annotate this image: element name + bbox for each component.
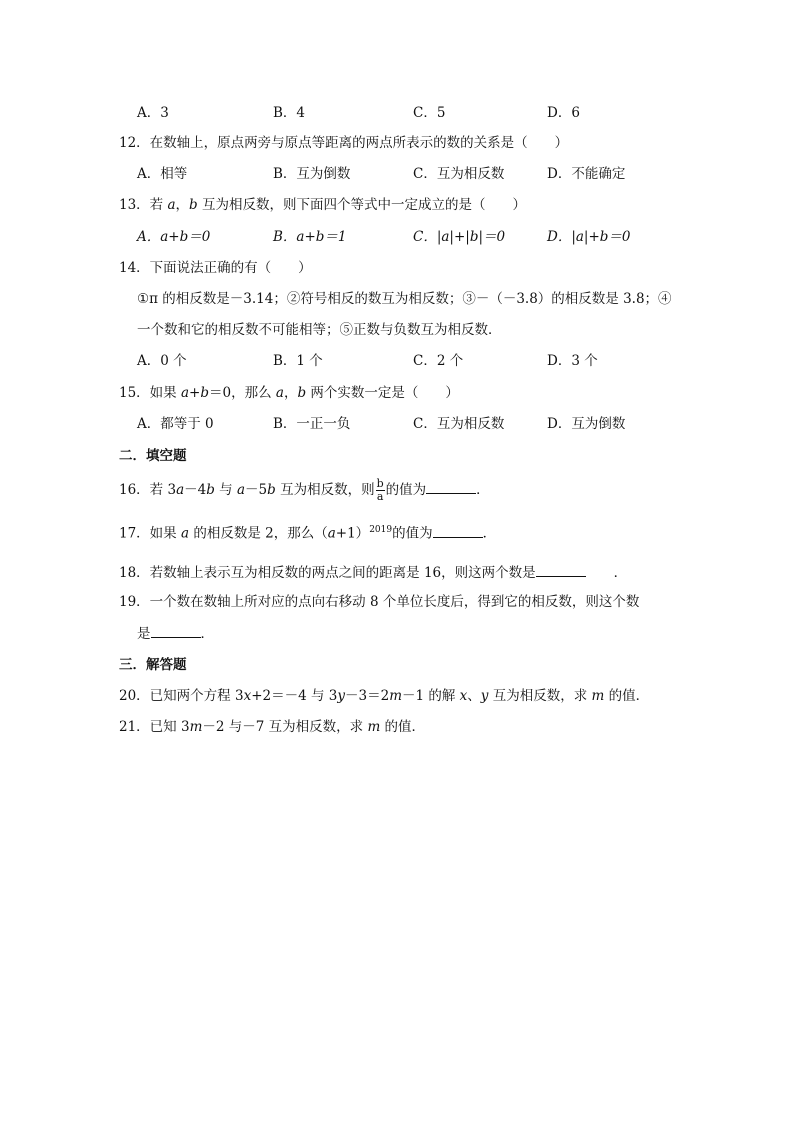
q18-text: 18．若数轴上表示互为相反数的两点之间的距离是 16，则这两个数是 (119, 565, 536, 581)
var-b: b (267, 482, 276, 498)
q14-body-line2: 一个数和它的相反数不可能相等；⑤正数与负数互为相反数． (137, 322, 502, 338)
q21-text: －2 与－7 互为相反数，求 (202, 719, 368, 735)
q15-option-a[interactable]: A．都等于 0 (137, 416, 214, 432)
fraction-denominator: a (376, 490, 384, 503)
q13-option-b[interactable]: B．a+b＝1 (273, 229, 347, 245)
var-a: a (180, 525, 190, 542)
q16-text: 与 (214, 482, 237, 498)
expr-a-plus-b: a+b (180, 385, 209, 401)
var-m: m (189, 719, 203, 735)
period: ． (200, 626, 214, 642)
q12-option-a[interactable]: A．相等 (137, 166, 188, 182)
q14-option-c[interactable]: C．2 个 (413, 353, 464, 369)
q17-text: 17．如果 (119, 525, 181, 542)
var-x: x (243, 688, 252, 704)
var-y: y (480, 688, 489, 704)
q11-option-a[interactable]: A．3 (137, 105, 169, 121)
var-b: b (206, 482, 215, 498)
var-a: a (327, 525, 336, 542)
q16-text: 互为相反数，则 (275, 482, 375, 498)
q20-text: －3＝2 (345, 688, 390, 704)
var-m: m (389, 688, 402, 704)
q17-text: +1） (335, 525, 370, 542)
q19-text: 是 (137, 626, 151, 642)
q15-option-d[interactable]: D．互为倒数 (547, 416, 626, 432)
var-y: y (337, 688, 345, 704)
var-a: a (236, 482, 246, 498)
var-b: b (297, 385, 307, 401)
q19-line2 (137, 623, 214, 644)
q14-body-line1: ①π 的相反数是－3.14；②符号相反的数互为相反数；③－（－3.8）的相反数是 3.8；④ (137, 291, 672, 307)
period: ． (476, 482, 490, 498)
q13-option-a[interactable]: A．a+b＝0 (137, 229, 211, 245)
q12-stem: 12．在数轴上，原点两旁与原点等距离的两点所表示的数的关系是（ ） (119, 135, 569, 151)
q19-line1: 19．一个数在数轴上所对应的点向右移动 8 个单位长度后，得到它的相反数，则这个数 (119, 594, 640, 610)
var-a: a (176, 482, 185, 498)
q16-stem (119, 478, 490, 503)
q16-text: 16．若 3 (119, 482, 177, 498)
q15-stem-text: 15．如果 (119, 385, 181, 401)
q21-text: 21．已知 3 (119, 719, 190, 735)
var-a: a (167, 197, 176, 213)
comma: ， (283, 385, 298, 401)
q12-option-b[interactable]: B．互为倒数 (273, 166, 351, 182)
q13-option-d[interactable]: D．|a|+b＝0 (547, 229, 631, 245)
q20-text: －1 的解 (402, 688, 460, 704)
q12-option-c[interactable]: C．互为相反数 (413, 166, 505, 182)
q18-answer-blank[interactable] (536, 562, 586, 577)
exponent: 2019 (369, 525, 393, 535)
q16-answer-blank[interactable] (426, 479, 476, 494)
q14-option-a[interactable]: A．0 个 (137, 353, 187, 369)
q13-stem-text: 13．若 (119, 197, 168, 213)
q14-option-d[interactable]: D．3 个 (547, 353, 598, 369)
var-b: b (189, 197, 198, 213)
q13-stem-text: 互为相反数，则下面四个等式中一定成立的是（ ） (197, 197, 526, 213)
q16-text: －4 (184, 482, 207, 498)
q16-text: 的值为 (385, 482, 427, 498)
q15-stem-text: ＝0，那么 (209, 385, 276, 401)
q20-text: 的值． (604, 688, 650, 704)
q16-text: －5 (245, 482, 268, 498)
var-a: a (275, 385, 284, 401)
q11-option-b[interactable]: B．4 (273, 105, 306, 121)
q14-stem: 14．下面说法正确的有（ ） (119, 260, 312, 276)
q17-stem (119, 520, 496, 544)
q15-option-b[interactable]: B．一正一负 (273, 416, 351, 432)
q11-option-d[interactable]: D．6 (547, 105, 580, 121)
q15-stem-text: 两个实数一定是（ ） (306, 385, 459, 401)
q19-answer-blank[interactable] (151, 623, 201, 638)
var-x: x (459, 688, 468, 704)
q18-stem (119, 562, 627, 583)
q13-option-c[interactable]: C．|a|+|b|＝0 (413, 229, 506, 245)
comma: ， (175, 197, 190, 213)
period: ． (613, 565, 628, 581)
q15-option-c[interactable]: C．互为相反数 (413, 416, 505, 432)
var-m: m (367, 719, 381, 735)
q17-text: 的值为 (392, 525, 433, 542)
q20-text: +2＝－4 与 3 (251, 688, 338, 704)
q17-text: 的相反数是 2，那么（ (189, 525, 328, 542)
separator: 、 (467, 688, 481, 704)
section-fill-in-heading: 二．填空题 (119, 448, 187, 464)
fraction-numerator: b (376, 477, 384, 490)
q20-text: 互为相反数，求 (488, 688, 592, 704)
q20-stem (119, 686, 649, 706)
q15-stem (119, 383, 459, 403)
q12-option-d[interactable]: D．不能确定 (547, 166, 626, 182)
q14-option-b[interactable]: B．1 个 (273, 353, 323, 369)
fraction-b-over-a (376, 478, 385, 503)
q21-stem (119, 717, 425, 737)
section-solve-heading: 三．解答题 (119, 657, 187, 673)
q17-answer-blank[interactable] (433, 523, 483, 538)
q13-stem (119, 195, 526, 215)
q21-text: 的值． (380, 719, 426, 735)
var-m: m (591, 688, 605, 704)
q20-text: 20．已知两个方程 3 (119, 688, 244, 704)
q11-option-c[interactable]: C．5 (413, 105, 446, 121)
period: ． (482, 525, 497, 542)
